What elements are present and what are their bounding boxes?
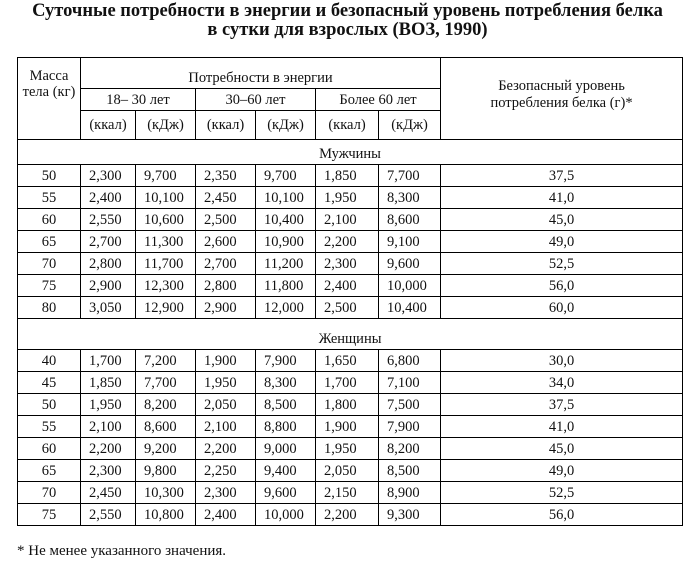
table-cell: 1,950 (316, 438, 379, 460)
table-cell: 49,0 (441, 231, 683, 253)
table-row (18, 187, 683, 209)
table-cell: 55 (18, 187, 81, 209)
table-cell: 2,700 (196, 253, 256, 275)
table-cell: 8,800 (256, 416, 316, 438)
table-cell: 2,400 (316, 275, 379, 297)
table-cell: 7,700 (136, 372, 196, 394)
table-cell: 9,700 (136, 165, 196, 187)
unit-kcal: (ккал) (196, 111, 256, 140)
table-row (18, 297, 683, 319)
table-cell: 2,900 (81, 275, 136, 297)
table-cell: 10,900 (256, 231, 316, 253)
unit-kcal: (ккал) (316, 111, 379, 140)
table-cell: 1,900 (316, 416, 379, 438)
table-cell: 30,0 (441, 350, 683, 372)
table-cell: 10,400 (256, 209, 316, 231)
table-cell: 8,600 (379, 209, 441, 231)
table-cell: 1,850 (81, 372, 136, 394)
table-row (18, 416, 683, 438)
section-row (18, 140, 683, 165)
table-cell: 2,300 (81, 460, 136, 482)
table-cell: 37,5 (441, 394, 683, 416)
table-cell: 75 (18, 275, 81, 297)
unit-kcal: (ккал) (81, 111, 136, 140)
table-cell: 7,500 (379, 394, 441, 416)
table-cell: 8,300 (379, 187, 441, 209)
table-cell: 2,800 (81, 253, 136, 275)
table-cell: 2,100 (81, 416, 136, 438)
table-cell: 9,300 (379, 504, 441, 526)
table-cell: 8,600 (136, 416, 196, 438)
header-energy: Потребности в энергии (81, 58, 441, 89)
header-age-30-60: 30–60 лет (196, 89, 316, 111)
table-cell: 2,600 (196, 231, 256, 253)
table-cell: 40 (18, 350, 81, 372)
table-cell: 56,0 (441, 504, 683, 526)
table-cell: 12,000 (256, 297, 316, 319)
table-row (18, 460, 683, 482)
table-cell: 50 (18, 165, 81, 187)
footnote: * Не менее указанного значения. (17, 543, 227, 559)
table-cell: 2,300 (316, 253, 379, 275)
table-cell: 49,0 (441, 460, 683, 482)
table-row (18, 438, 683, 460)
table-cell: 1,950 (316, 187, 379, 209)
table-cell: 9,600 (379, 253, 441, 275)
table-cell: 2,100 (316, 209, 379, 231)
table-cell: 10,000 (256, 504, 316, 526)
header-mass: Масса тела (кг) (18, 58, 81, 140)
table-cell: 60 (18, 209, 81, 231)
table-cell: 9,400 (256, 460, 316, 482)
table-row (18, 350, 683, 372)
table-cell: 1,700 (316, 372, 379, 394)
table-row (18, 275, 683, 297)
table-cell: 2,800 (196, 275, 256, 297)
table-cell: 34,0 (441, 372, 683, 394)
table-cell: 10,800 (136, 504, 196, 526)
table-cell: 2,550 (81, 504, 136, 526)
table-cell: 65 (18, 460, 81, 482)
table-cell: 7,100 (379, 372, 441, 394)
table-row (18, 231, 683, 253)
table-cell: 1,850 (316, 165, 379, 187)
table-cell: 8,900 (379, 482, 441, 504)
table-cell: 45,0 (441, 209, 683, 231)
header-protein: Безопасный уровень потребления белка (г)* (441, 58, 683, 140)
table-row (18, 165, 683, 187)
title-line-1: Суточные потребности в энергии и безопасный уровень потребления белка (32, 1, 663, 21)
table-row (18, 372, 683, 394)
table-cell: 10,100 (136, 187, 196, 209)
table-cell: 41,0 (441, 187, 683, 209)
table-cell: 2,100 (196, 416, 256, 438)
unit-kj: (кДж) (136, 111, 196, 140)
table-cell: 60 (18, 438, 81, 460)
header-age-18-30: 18– 30 лет (81, 89, 196, 111)
table-cell: 2,200 (196, 438, 256, 460)
table-cell: 2,200 (316, 231, 379, 253)
table-cell: 10,300 (136, 482, 196, 504)
table-cell: 70 (18, 253, 81, 275)
table-cell: 8,200 (136, 394, 196, 416)
table-cell: 9,000 (256, 438, 316, 460)
table-cell: 65 (18, 231, 81, 253)
table-cell: 70 (18, 482, 81, 504)
table-cell: 2,150 (316, 482, 379, 504)
table-cell: 11,800 (256, 275, 316, 297)
table-cell: 8,200 (379, 438, 441, 460)
table-cell: 1,650 (316, 350, 379, 372)
table-cell: 12,300 (136, 275, 196, 297)
header-age-60-plus: Более 60 лет (316, 89, 441, 111)
table-cell: 11,300 (136, 231, 196, 253)
table-cell: 7,200 (136, 350, 196, 372)
table-cell: 56,0 (441, 275, 683, 297)
table-cell: 10,400 (379, 297, 441, 319)
table-cell: 8,500 (256, 394, 316, 416)
energy-protein-table (17, 57, 683, 526)
unit-kj: (кДж) (379, 111, 441, 140)
table-cell: 2,900 (196, 297, 256, 319)
table-cell: 2,300 (81, 165, 136, 187)
table-cell: 2,700 (81, 231, 136, 253)
table-cell: 2,200 (316, 504, 379, 526)
table-cell: 2,500 (196, 209, 256, 231)
table-cell: 9,600 (256, 482, 316, 504)
table-cell: 11,200 (256, 253, 316, 275)
title-line-2: в сутки для взрослых (ВОЗ, 1990) (207, 20, 488, 40)
table-cell: 1,950 (81, 394, 136, 416)
table-cell: 9,800 (136, 460, 196, 482)
table-cell: 52,5 (441, 482, 683, 504)
section-label: Женщины (18, 319, 683, 350)
table-cell: 50 (18, 394, 81, 416)
table-cell: 2,050 (196, 394, 256, 416)
table-cell: 55 (18, 416, 81, 438)
table-cell: 7,700 (379, 165, 441, 187)
table-cell: 1,800 (316, 394, 379, 416)
table-cell: 2,500 (316, 297, 379, 319)
table-cell: 7,900 (256, 350, 316, 372)
table-cell: 1,900 (196, 350, 256, 372)
table-row (18, 504, 683, 526)
table-cell: 41,0 (441, 416, 683, 438)
table-cell: 60,0 (441, 297, 683, 319)
table-cell: 8,300 (256, 372, 316, 394)
table-cell: 10,600 (136, 209, 196, 231)
table-row (18, 253, 683, 275)
section-label: Мужчины (18, 140, 683, 165)
table-cell: 6,800 (379, 350, 441, 372)
table-cell: 2,200 (81, 438, 136, 460)
table-cell: 8,500 (379, 460, 441, 482)
table-cell: 9,700 (256, 165, 316, 187)
table-cell: 45 (18, 372, 81, 394)
table-cell: 2,400 (81, 187, 136, 209)
section-row (18, 319, 683, 350)
table-cell: 52,5 (441, 253, 683, 275)
document-title (0, 2, 695, 40)
table-cell: 7,900 (379, 416, 441, 438)
table-cell: 2,550 (81, 209, 136, 231)
table-cell: 9,200 (136, 438, 196, 460)
table-cell: 2,300 (196, 482, 256, 504)
table-cell: 2,050 (316, 460, 379, 482)
table-cell: 80 (18, 297, 81, 319)
table-cell: 2,450 (196, 187, 256, 209)
table-cell: 2,250 (196, 460, 256, 482)
table-cell: 10,000 (379, 275, 441, 297)
table-row (18, 482, 683, 504)
table-cell: 1,700 (81, 350, 136, 372)
table-row (18, 394, 683, 416)
table-cell: 45,0 (441, 438, 683, 460)
table-cell: 2,400 (196, 504, 256, 526)
table-cell: 75 (18, 504, 81, 526)
table-cell: 37,5 (441, 165, 683, 187)
unit-kj: (кДж) (256, 111, 316, 140)
table-cell: 1,950 (196, 372, 256, 394)
table-cell: 3,050 (81, 297, 136, 319)
table-cell: 10,100 (256, 187, 316, 209)
table-cell: 2,350 (196, 165, 256, 187)
table-cell: 9,100 (379, 231, 441, 253)
table-cell: 12,900 (136, 297, 196, 319)
table-cell: 2,450 (81, 482, 136, 504)
table-cell: 11,700 (136, 253, 196, 275)
table-row (18, 209, 683, 231)
